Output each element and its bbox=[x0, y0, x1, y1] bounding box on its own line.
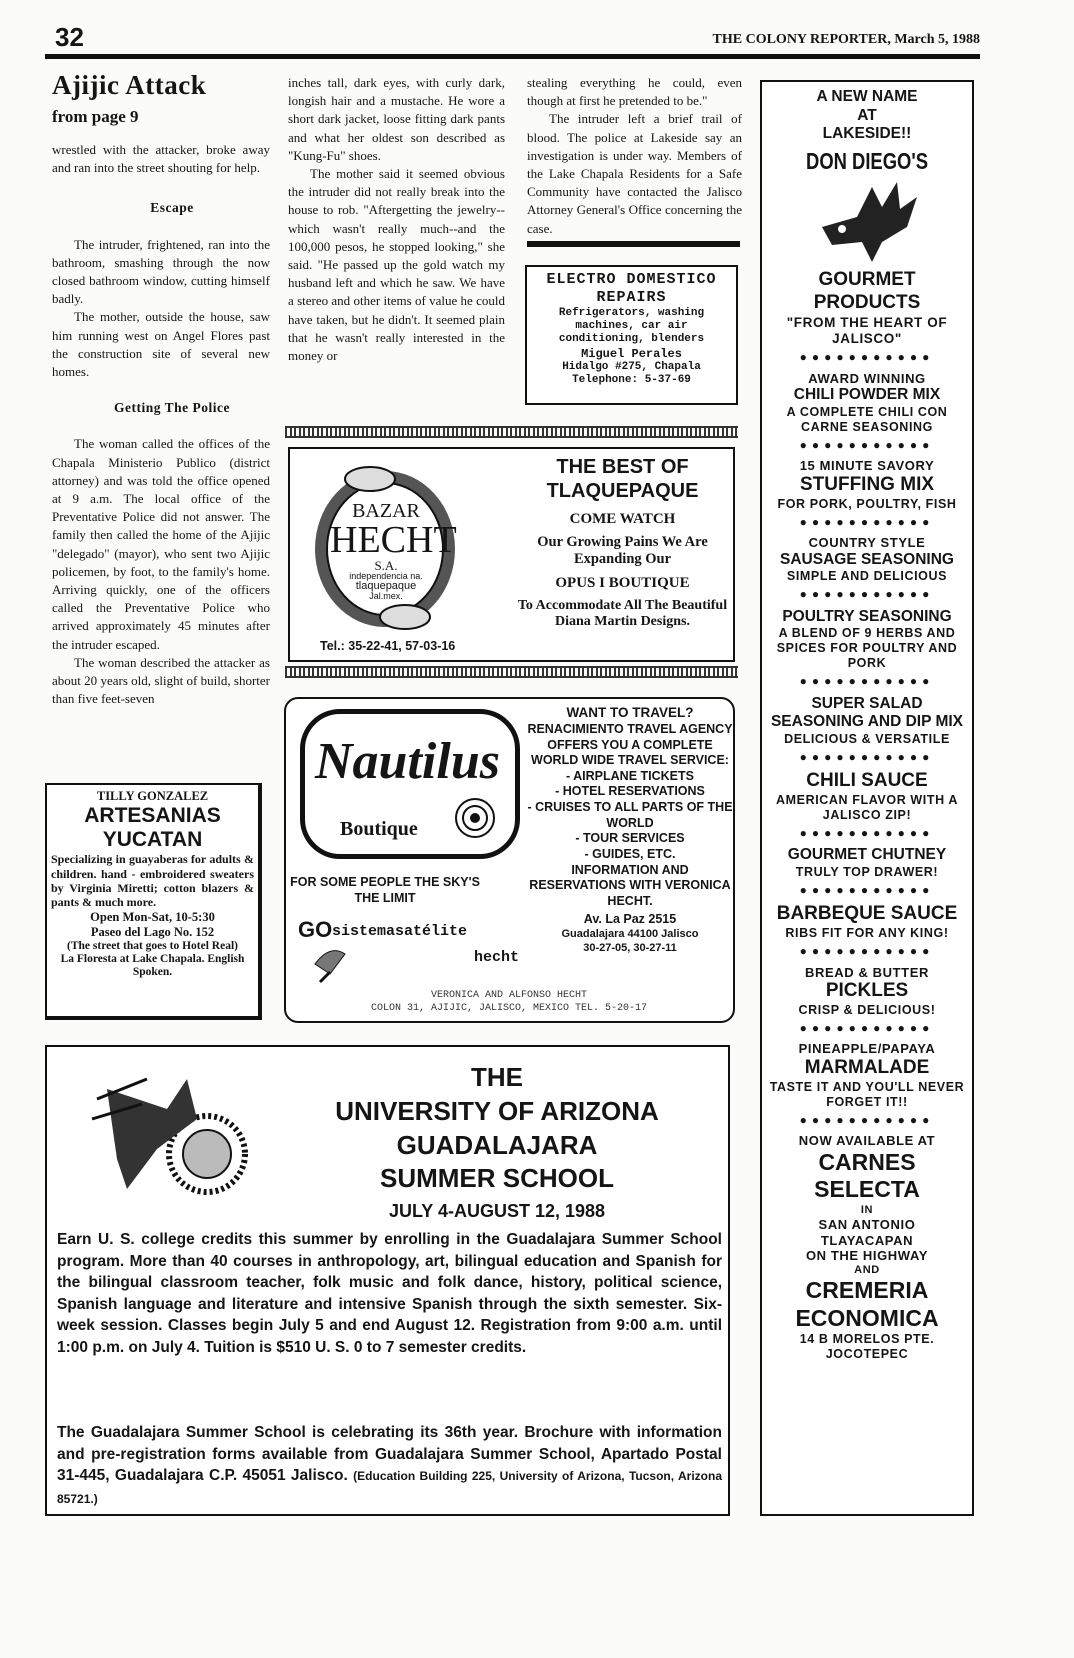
footer-names: VERONICA AND ALFONSO HECHT bbox=[430, 990, 588, 1001]
jump-line: from page 9 bbox=[52, 107, 139, 126]
nautilus-logo bbox=[300, 709, 520, 859]
paragraph: The woman called the offices of the Chapala Ministerio Publico (district attorney) and was told the office opened at 9 a.m. The local office of the Preventative Police did not answer. The family then called the home of the Ajijic "delegado" (mayor), who sent two Ajijic policemen, by foot, to the family's home. Arriving quickly, one of the officers called the Preventative Police who arrived approximately 45 minutes after the intruder escaped. bbox=[52, 436, 270, 652]
aztec-illustration-icon bbox=[87, 1059, 267, 1209]
travel-line: RENACIMIENTO TRAVEL AGENCY OFFERS YOU A COMPLETE WORLD WIDE TRAVEL SERVICE: bbox=[527, 721, 733, 768]
store-name: CREMERIA ECONOMICA bbox=[795, 1277, 939, 1331]
logo-script: Nautilus bbox=[315, 733, 500, 790]
product-name: SUPER SALAD SEASONING AND DIP MIX bbox=[770, 694, 964, 731]
dot-divider: ●●●●●●●●●●● bbox=[799, 1020, 935, 1035]
ad-line: GOURMET PRODUCTS bbox=[813, 269, 921, 314]
product-description: A BLEND OF 9 HERBS AND SPICES FOR POULTRY AND PORK bbox=[776, 626, 958, 671]
travel-line: - GUIDES, ETC. bbox=[584, 846, 676, 861]
product-list bbox=[764, 371, 970, 1127]
shell-icon bbox=[453, 796, 497, 840]
paragraph: inches tall, dark eyes, with curly dark, longish hair and a mustache. He wore a short dark jacket, loose fitting dark pants and what her oldest son described as "Kung-Fu" shoes. bbox=[288, 75, 505, 163]
product-item bbox=[764, 846, 970, 897]
dot-divider: ●●●●●●●●●●● bbox=[799, 826, 935, 841]
product-item bbox=[764, 458, 970, 529]
article-column-2 bbox=[288, 74, 505, 365]
section-heading: Getting The Police bbox=[114, 400, 230, 416]
greek-key-border bbox=[285, 426, 738, 438]
ad-line: AND bbox=[854, 1263, 880, 1276]
article-column-3 bbox=[527, 74, 742, 238]
ad-title: UNIVERSITY OF ARIZONA bbox=[335, 1095, 659, 1126]
article-end-rule bbox=[527, 241, 740, 247]
dot-divider: ●●●●●●●●●●● bbox=[799, 587, 935, 602]
ad-services: Refrigerators, washing machines, car air conditioning, blenders bbox=[558, 307, 705, 346]
ad-town: JOCOTEPEC bbox=[825, 1347, 909, 1362]
product-name: STUFFING MIX bbox=[799, 473, 935, 495]
bazar-hecht-ad bbox=[288, 447, 735, 662]
electro-domestico-ad bbox=[525, 265, 738, 405]
travel-line: - TOUR SERVICES bbox=[575, 831, 685, 846]
ad-address: 14 B MORELOS PTE. bbox=[799, 1332, 935, 1347]
product-description: CRISP & DELICIOUS! bbox=[798, 1002, 936, 1017]
logo-line: tlaquepaque bbox=[355, 580, 417, 592]
product-prefix: PINEAPPLE/PAPAYA bbox=[798, 1041, 936, 1057]
travel-line: - HOTEL RESERVATIONS bbox=[555, 784, 705, 799]
ad-note: (The street that goes to Hotel Real) bbox=[67, 939, 238, 952]
product-item bbox=[764, 903, 970, 958]
product-name: MARMALADE bbox=[804, 1056, 930, 1078]
product-item bbox=[764, 371, 970, 453]
dot-divider: ●●●●●●●●●●● bbox=[799, 514, 935, 529]
dot-divider: ●●●●●●●●●●● bbox=[799, 749, 935, 764]
product-item bbox=[764, 608, 970, 689]
footer-address: COLON 31, AJIJIC, JALISCO, MEXICO TEL. 5-20-17 bbox=[370, 1003, 648, 1014]
bazar-phone: Tel.: 35-22-41, 57-03-16 bbox=[320, 639, 456, 653]
tilly-gonzalez-ad bbox=[45, 783, 262, 1020]
ad-body-2 bbox=[57, 1422, 722, 1510]
product-prefix: 15 MINUTE SAVORY bbox=[799, 458, 935, 474]
bazar-logo-text bbox=[330, 500, 457, 601]
travel-copy bbox=[526, 705, 734, 956]
product-description: TASTE IT AND YOU'LL NEVER FORGET IT!! bbox=[769, 1079, 965, 1109]
product-name: POULTRY SEASONING bbox=[782, 607, 952, 625]
product-prefix: COUNTRY STYLE bbox=[808, 535, 926, 551]
paragraph: The intruder, frightened, ran into the bathroom, smashing through the now closed bathroom window, cutting himself badly. bbox=[52, 236, 270, 307]
ad-line: IN bbox=[860, 1203, 874, 1216]
travel-line: - CRUISES TO ALL PARTS OF THE WORLD bbox=[527, 800, 733, 830]
travel-address: Guadalajara 44100 Jalisco bbox=[561, 928, 699, 940]
nautilus-ad bbox=[284, 697, 735, 1023]
ad-body-text: The Guadalajara Summer School is celebrating its 36th year. Brochure with information and pre-registration forms available from Guadalajara Summer School, Apartado Postal 31-445, Guadalajara C.P. 45051 Jalisco. bbox=[57, 1424, 722, 1484]
dot-divider: ●●●●●●●●●●● bbox=[799, 1112, 935, 1127]
slogan: FOR SOME PEOPLE THE SKY'S THE LIMIT bbox=[290, 875, 480, 906]
ad-title: YUCATAN bbox=[102, 828, 203, 852]
ad-line: To Accommodate All The Beautiful Diana Martin Designs. bbox=[517, 598, 728, 630]
product-name: CHILI POWDER MIX bbox=[793, 386, 941, 404]
product-item bbox=[764, 695, 970, 765]
brand-name: DON DIEGO'S bbox=[806, 147, 928, 174]
ad-line: NOW AVAILABLE AT bbox=[798, 1133, 936, 1149]
ad-body: Specializing in guayaberas for adults & children. hand - embroidered sweaters by Virginia Miretti; cotton blazers & pants & much more. bbox=[51, 852, 254, 910]
ad-phone: Telephone: 5-37-69 bbox=[572, 374, 691, 387]
ad-line: AT bbox=[857, 106, 877, 124]
paragraph: stealing everything he could, even though at first he pretended to be." bbox=[527, 75, 742, 109]
store-name: CARNES SELECTA bbox=[814, 1148, 920, 1203]
ad-line: A NEW NAME bbox=[816, 88, 918, 105]
logo-line: S.A. bbox=[374, 558, 398, 573]
paragraph: The intruder left a brief trail of blood. The police at Lakeside say an investigation is under way. Members of the Lake Chapala Residents for a Safe Community have contacted the Jalisco Attorney General's Office concerning the case. bbox=[527, 111, 742, 236]
product-name: BARBEQUE SAUCE bbox=[776, 903, 958, 925]
travel-phone: 30-27-05, 30-27-11 bbox=[583, 941, 677, 954]
logo-line: Jal.mex. bbox=[369, 591, 403, 601]
dot-divider: ●●●●●●●●●●● bbox=[799, 944, 935, 959]
ad-line: SAN ANTONIO TLAYACAPAN bbox=[818, 1217, 916, 1248]
ad-body: Earn U. S. college credits this summer by enrolling in the Guadalajara Summer School program. More than 40 courses in anthropology, art, bilingual education and Spanish for the bilingual classroom teacher, folk music and folk dance, history, political science, Spanish language and literature and intensive Spanish through the sixth semester. Six-week session. Classes begin July 5 and end August 12. Registration from 9:00 a.m. until 1:00 p.m. on July 4. Tuition is $510 U. S. 0 to 7 semester credits. bbox=[57, 1231, 722, 1356]
bazar-copy bbox=[515, 455, 730, 631]
ad-address: Paseo del Lago No. 152 bbox=[90, 924, 215, 939]
tagline: "FROM THE HEART OF JALISCO" bbox=[786, 314, 948, 347]
product-description: TRULY TOP DRAWER! bbox=[795, 865, 939, 880]
product-description: DELICIOUS & VERSATILE bbox=[784, 731, 950, 746]
ad-address-note: (Education Building 225, University of Arizona, Tucson, Arizona 85721.) bbox=[57, 1469, 723, 1506]
ad-subtitle: REPAIRS bbox=[596, 289, 667, 306]
dragon-logo-icon bbox=[812, 177, 922, 267]
product-item bbox=[764, 770, 970, 840]
travel-address: Av. La Paz 2515 bbox=[583, 912, 677, 927]
ad-line: OPUS I BOUTIQUE bbox=[555, 575, 690, 592]
ad-line: Our Growing Pains We Are Expanding Our bbox=[537, 534, 708, 567]
header-rule bbox=[45, 54, 980, 59]
greek-key-border bbox=[285, 666, 738, 678]
travel-line: INFORMATION AND RESERVATIONS WITH VERONICA HECHT. bbox=[529, 862, 731, 908]
headline: Ajijic Attack bbox=[52, 70, 207, 100]
section-heading: Escape bbox=[150, 200, 194, 216]
ad-title: ARTESANIAS bbox=[84, 804, 221, 827]
product-prefix: AWARD WINNING bbox=[808, 370, 926, 386]
ad-address: Hidalgo #275, Chapala bbox=[562, 360, 701, 373]
product-description: SIMPLE AND DELICIOUS bbox=[786, 569, 948, 584]
ad-title: GUADALAJARA bbox=[396, 1129, 598, 1160]
product-description: RIBS FIT FOR ANY KING! bbox=[785, 926, 949, 941]
product-name: GOURMET CHUTNEY bbox=[787, 846, 947, 864]
product-description: A COMPLETE CHILI CON CARNE SEASONING bbox=[786, 404, 948, 434]
product-prefix: BREAD & BUTTER bbox=[805, 964, 929, 980]
paragraph: wrestled with the attacker, broke away and ran into the street shouting for help. bbox=[52, 142, 270, 176]
hecht-text: hecht bbox=[474, 949, 520, 966]
ad-title: ELECTRO DOMESTICO bbox=[546, 271, 717, 288]
ad-title: THE BEST OF TLAQUEPAQUE bbox=[546, 456, 699, 502]
ad-owner: Miguel Perales bbox=[581, 346, 682, 361]
paragraph: The woman described the attacker as about 20 years old, slight of build, shorter than five feet-seven bbox=[52, 654, 270, 707]
ad-location: La Floresta at Lake Chapala. English Spoken. bbox=[60, 953, 245, 979]
paragraph: The mother, outside the house, saw him running west on Angel Flores past the construction site of several new homes. bbox=[52, 309, 270, 380]
ad-heading bbox=[267, 1061, 727, 1224]
dot-divider: ●●●●●●●●●●● bbox=[799, 437, 935, 452]
product-item bbox=[764, 535, 970, 602]
logo-line: BAZAR bbox=[352, 500, 420, 522]
ad-title: THE bbox=[471, 1062, 523, 1092]
satellite-dish-icon bbox=[310, 944, 350, 984]
product-item bbox=[764, 965, 970, 1036]
product-name: SAUSAGE SEASONING bbox=[780, 550, 954, 568]
travel-line: - AIRPLANE TICKETS bbox=[565, 768, 694, 783]
article-column-1 bbox=[52, 70, 270, 708]
logo-line: HECHT bbox=[330, 519, 457, 561]
product-name: PICKLES bbox=[825, 980, 909, 1002]
university-of-arizona-ad bbox=[45, 1045, 730, 1516]
ad-line: LAKESIDE!! bbox=[822, 125, 912, 143]
go-text: GO bbox=[298, 917, 333, 942]
logo-sub: Boutique bbox=[340, 818, 418, 840]
logo-line: independencia na. bbox=[349, 571, 423, 581]
product-name: CHILI SAUCE bbox=[806, 770, 928, 792]
ad-line: ON THE HIGHWAY bbox=[805, 1248, 929, 1264]
masthead: THE COLONY REPORTER, March 5, 1988 bbox=[712, 32, 980, 47]
dot-divider: ●●●●●●●●●●● bbox=[799, 883, 935, 898]
don-diegos-ad bbox=[760, 80, 974, 1516]
sistemasatelite-text: sistemasatélite bbox=[332, 923, 468, 940]
ad-title: SUMMER SCHOOL bbox=[380, 1163, 614, 1194]
ad-dates: JULY 4-AUGUST 12, 1988 bbox=[388, 1201, 606, 1222]
nautilus-footer bbox=[286, 989, 732, 1015]
travel-line: WANT TO TRAVEL? bbox=[566, 705, 694, 720]
dot-divider: ●●●●●●●●●●● bbox=[799, 674, 935, 689]
product-description: FOR PORK, POULTRY, FISH bbox=[777, 496, 957, 511]
page-number: 32 bbox=[55, 22, 84, 52]
dot-divider: ●●●●●●●●●●● bbox=[799, 350, 935, 365]
ad-hours: Open Mon-Sat, 10-5:30 bbox=[90, 909, 215, 924]
ad-owner: TILLY GONZALEZ bbox=[96, 789, 209, 803]
paragraph: The mother said it seemed obvious the intruder did not really break into the house to rob. "Aftergetting the jewelry--which wasn't really much--and the 100,000 pesos, he stopped looking," she said. "He passed up the gold watch my husband left and which he saw. We have a stereo and other items of value he could have taken, but he didn't. It seemed plain that he wasn't really interested in the money or bbox=[288, 166, 505, 364]
product-item bbox=[764, 1041, 970, 1127]
ad-line: COME WATCH bbox=[569, 511, 676, 527]
product-description: AMERICAN FLAVOR WITH A JALISCO ZIP! bbox=[776, 793, 958, 823]
